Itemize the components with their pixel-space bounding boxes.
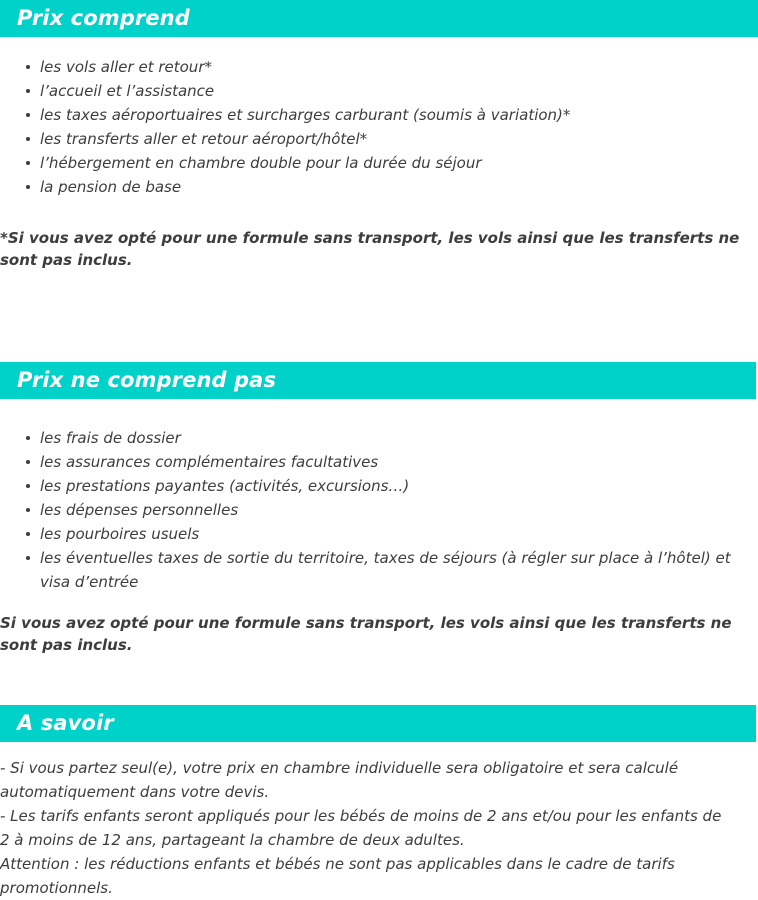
section-header-a-savoir	[0, 705, 756, 742]
list-item: les taxes aéroportuaires et surcharges carburant (soumis à variation)*	[0, 103, 758, 127]
list-item: les vols aller et retour*	[0, 55, 758, 79]
section-body-a-savoir	[0, 742, 758, 900]
section-body-prix-comprend	[0, 37, 758, 271]
excluded-footnote: Si vous avez opté pour une formule sans transport, les vols ainsi que les transferts ne sont pas inclus.	[0, 614, 732, 654]
list-item: les assurances complémentaires facultatives	[0, 450, 758, 474]
section-title-prix-ne-comprend-pas: Prix ne comprend pas	[17, 368, 277, 392]
savoir-paragraph: Attention : les réductions enfants et bébés ne sont pas applicables dans le cadre de tarifs promotionnels.	[0, 855, 675, 897]
list-item: l’accueil et l’assistance	[0, 79, 758, 103]
list-item: les transferts aller et retour aéroport/hôtel*	[0, 127, 758, 151]
section-body-prix-ne-comprend-pas	[0, 399, 758, 656]
list-item: les prestations payantes (activités, excursions…)	[0, 474, 758, 498]
list-item: les pourboires usuels	[0, 522, 758, 546]
section-title-a-savoir: A savoir	[17, 711, 114, 735]
list-item: la pension de base	[0, 175, 758, 199]
list-item: l’hébergement en chambre double pour la durée du séjour	[0, 151, 758, 175]
list-item: les éventuelles taxes de sortie du territoire, taxes de séjours (à régler sur place à l’hôtel) et visa d’entrée	[0, 546, 758, 594]
included-list	[0, 55, 758, 199]
excluded-list	[0, 426, 758, 594]
section-header-prix-ne-comprend-pas	[0, 362, 756, 399]
section-header-prix-comprend	[0, 0, 758, 37]
savoir-paragraph: - Les tarifs enfants seront appliqués pour les bébés de moins de 2 ans et/ou pour les enfants de 2 à moins de 12 ans, partageant la chambre de deux adultes.	[0, 807, 722, 849]
savoir-paragraph: - Si vous partez seul(e), votre prix en chambre individuelle sera obligatoire et sera calculé automatiquement dans votre devis.	[0, 759, 679, 801]
section-title-prix-comprend: Prix comprend	[17, 6, 190, 30]
list-item: les frais de dossier	[0, 426, 758, 450]
included-footnote: *Si vous avez opté pour une formule sans transport, les vols ainsi que les transferts ne sont pas inclus.	[0, 229, 740, 269]
list-item: les dépenses personnelles	[0, 498, 758, 522]
